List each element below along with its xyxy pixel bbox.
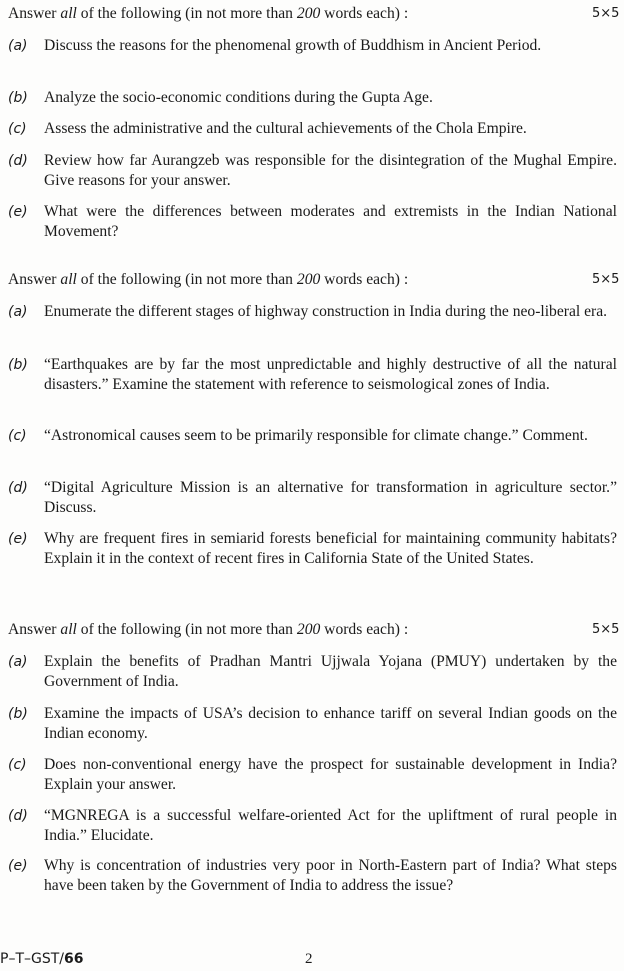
question-text: “Earthquakes are by far the most unpredictable and highly destructive of all the natural disasters.” Examine the statement with reference to seismological zones of India. [44, 356, 617, 393]
question-label: (c) [8, 121, 27, 137]
question-label: (b) [8, 357, 28, 373]
question-label: (d) [8, 480, 28, 496]
section-instruction: Answer all of the following (in not more than 200 words each) : [8, 5, 409, 22]
question-label: (e) [8, 204, 28, 220]
paper-code: P–T–GST/66 [0, 951, 84, 967]
question-text: Discuss the reasons for the phenomenal growth of Buddhism in Ancient Period. [44, 37, 542, 54]
question-label: (b) [8, 90, 28, 106]
section-instruction: Answer all of the following (in not more than 200 words each) : [8, 271, 409, 288]
section-marks: 5×5 [592, 6, 620, 21]
section-marks: 5×5 [592, 272, 620, 287]
question-text: “MGNREGA is a successful welfare-oriented Act for the upliftment of rural people in India.” Elucidate. [44, 807, 617, 844]
question-label: (b) [8, 706, 28, 722]
question-text: “Digital Agriculture Mission is an alternative for transformation in agriculture sector.” Discuss. [44, 479, 617, 516]
question-text: Why are frequent fires in semiarid forests beneficial for maintaining community habitats? Explain it in the context of recent fires in California State of the United States. [44, 530, 617, 567]
question-text: Does non-conventional energy have the prospect for sustainable development in India? Explain your answer. [44, 756, 617, 793]
question-label: (a) [8, 38, 28, 54]
question-label: (c) [8, 757, 27, 773]
question-label: (d) [8, 153, 28, 169]
question-text: Assess the administrative and the cultural achievements of the Chola Empire. [44, 120, 527, 137]
question-label: (a) [8, 654, 28, 670]
question-text: “Astronomical causes seem to be primarily responsible for climate change.” Comment. [44, 427, 588, 444]
question-text: Examine the impacts of USA’s decision to enhance tariff on several Indian goods on the Indian economy. [44, 705, 617, 742]
question-text: Review how far Aurangzeb was responsible for the disintegration of the Mughal Empire. Give reasons for your answer. [44, 152, 617, 189]
question-text: Analyze the socio-economic conditions during the Gupta Age. [44, 89, 433, 106]
question-label: (e) [8, 858, 28, 874]
question-label: (d) [8, 808, 28, 824]
question-text: Enumerate the different stages of highway construction in India during the neo-liberal era. [44, 303, 608, 320]
question-text: What were the differences between moderates and extremists in the Indian National Movement? [44, 203, 617, 240]
question-text: Why is concentration of industries very poor in North-Eastern part of India? What steps have been taken by the Government of India to address the issue? [44, 857, 617, 894]
section-instruction: Answer all of the following (in not more than 200 words each) : [8, 621, 409, 638]
question-label: (e) [8, 531, 28, 547]
question-label: (a) [8, 304, 28, 320]
section-marks: 5×5 [592, 622, 620, 637]
question-label: (c) [8, 428, 27, 444]
question-text: Explain the benefits of Pradhan Mantri Ujjwala Yojana (PMUY) undertaken by the Government of India. [44, 653, 617, 690]
page-number: 2 [305, 951, 313, 967]
